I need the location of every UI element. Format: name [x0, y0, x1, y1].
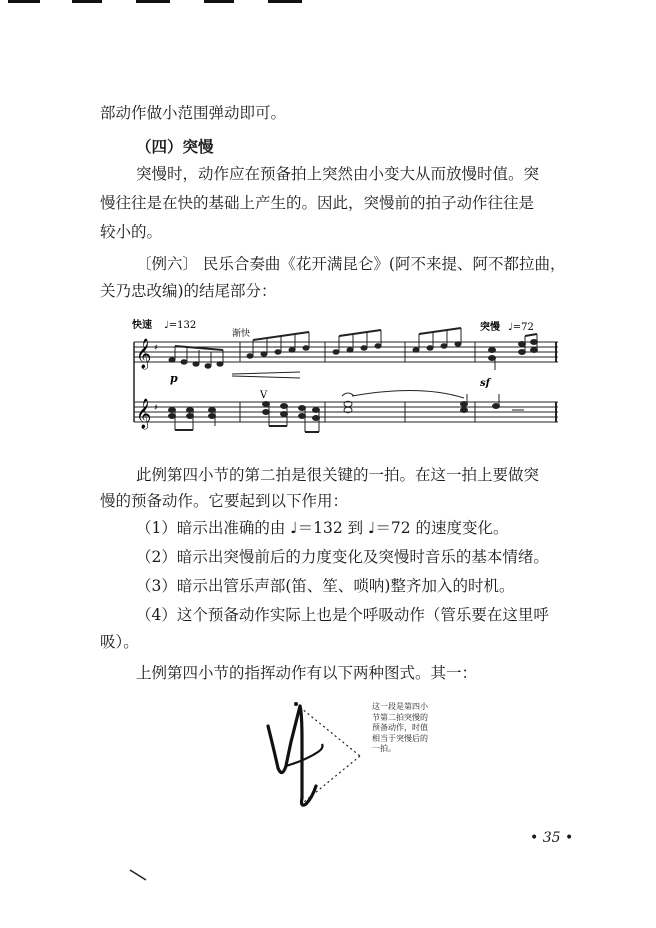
text-line: 吸）。: [100, 633, 139, 651]
text-line: 慢的预备动作。它要起到以下作用：: [100, 492, 349, 510]
diagram-note: 这一段是第四小节第二拍突慢的预备动作，时值相当于突慢后的一拍。: [372, 702, 428, 753]
svg-text:♯: ♯: [154, 403, 158, 412]
scan-mark: [204, 0, 234, 3]
scan-mark: [8, 0, 40, 3]
accel-marking: 渐快: [232, 329, 251, 339]
text-line: 突慢时，动作应在预备拍上突然由小变大从而放慢时值。突: [136, 165, 540, 183]
tempo-marking: 突慢: [480, 322, 500, 333]
svg-text:♯: ♯: [154, 343, 158, 352]
list-item: （1）暗示出准确的由 ♩＝132 到 ♩＝72 的速度变化。: [136, 519, 509, 537]
list-item: （2）暗示出突慢前后的力度变化及突慢时音乐的基本情绪。: [136, 548, 549, 566]
text-line: 较小的。: [100, 223, 163, 241]
music-score: [120, 310, 560, 440]
tempo-value: ♩=72: [508, 322, 534, 333]
breath-mark: V: [260, 390, 268, 401]
list-item: （3）暗示出管乐声部(笛、笙、唢呐)整齐加入的时机。: [136, 577, 515, 595]
scan-mark: [268, 0, 302, 3]
scan-mark: [72, 0, 102, 3]
treble-clef-icon: 𝄞: [136, 339, 152, 369]
text-line: 部动作做小范围弹动即可。: [100, 104, 287, 122]
dynamic-mark: sf: [480, 378, 490, 389]
tempo-marking: 快速: [132, 320, 152, 331]
tempo-value: ♩=132: [164, 320, 197, 331]
text-line: 关乃忠改编)的结尾部分：: [100, 282, 277, 300]
page-number: • 35 •: [530, 830, 574, 846]
list-item: （4）这个预备动作实际上也是个呼吸动作（管乐要在这里呼: [136, 606, 549, 624]
scan-mark: [128, 868, 148, 882]
treble-clef-icon: 𝄞: [136, 399, 152, 429]
text-line: 上例第四小节的指挥动作有以下两种图式。其一：: [136, 664, 478, 682]
example-label: 〔例六〕 民乐合奏曲《花开满昆仑》(阿不来提、阿不都拉曲，: [136, 255, 566, 273]
text-line: 此例第四小节的第二拍是很关键的一拍。在这一拍上要做突: [136, 466, 540, 484]
section-heading: （四）突慢: [136, 137, 214, 156]
text-line: 慢往往是在快的基础上产生的。因此，突慢前的拍子动作往往是: [100, 194, 535, 212]
conducting-diagram: [256, 690, 366, 820]
dynamic-mark: p: [170, 372, 178, 385]
scan-mark: [136, 0, 170, 3]
